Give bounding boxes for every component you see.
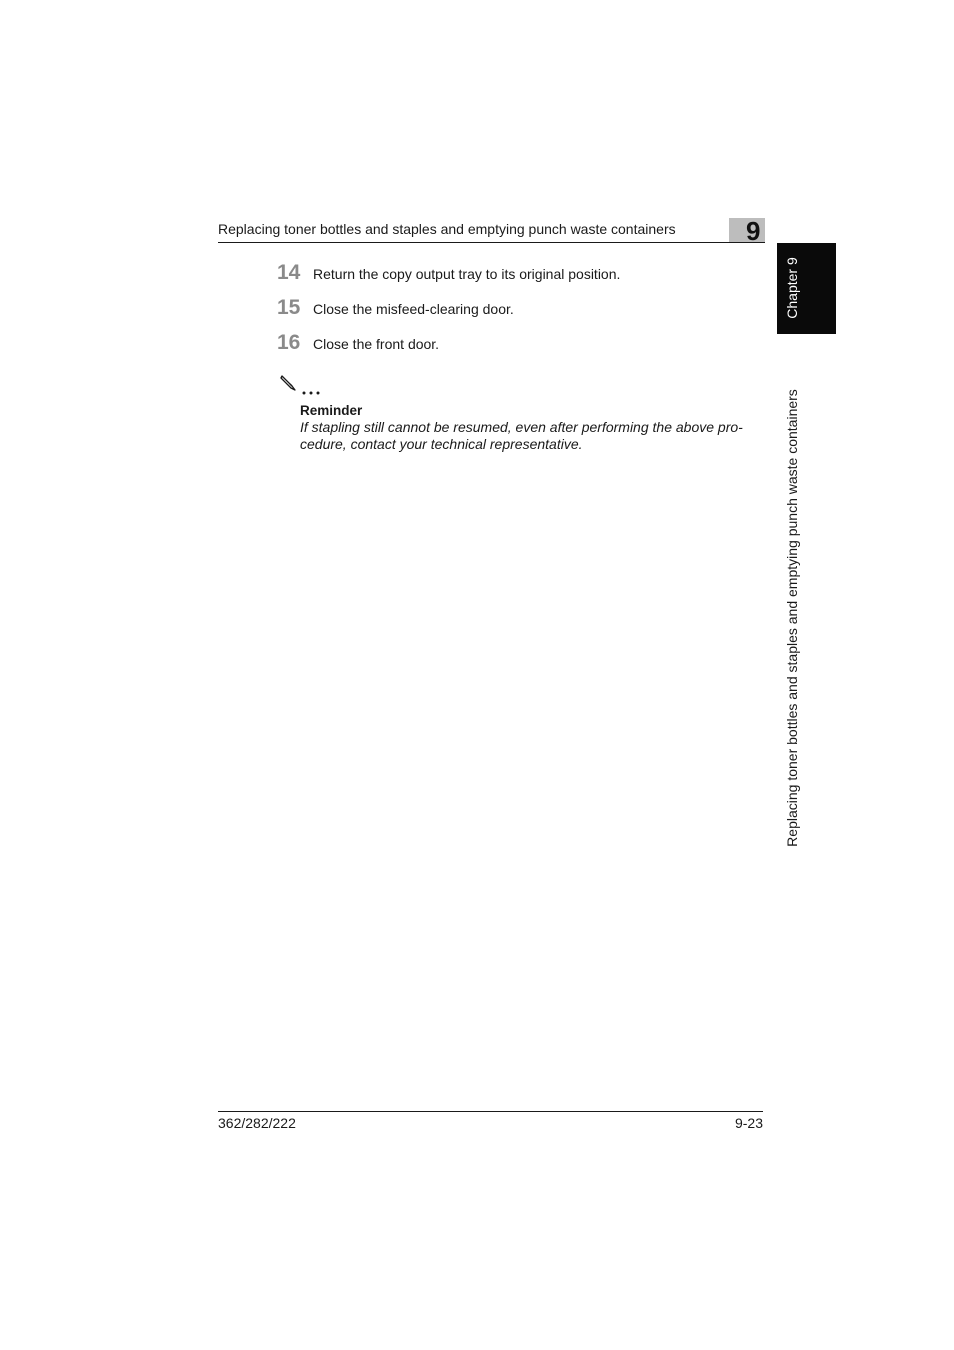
reminder-label: Reminder xyxy=(300,403,363,418)
reminder-line-2: cedure, contact your technical representative. xyxy=(300,436,583,452)
step-text: Return the copy output tray to its original position. xyxy=(313,266,621,282)
side-section-title: Replacing toner bottles and staples and emptying punch waste containers xyxy=(784,389,800,847)
footer-divider xyxy=(218,1111,763,1112)
reminder-line-1: If stapling still cannot be resumed, even after performing the above pro- xyxy=(300,419,743,435)
side-tab-chapter-label: Chapter 9 xyxy=(784,257,800,319)
step-number: 15 xyxy=(277,296,301,319)
step-text: Close the misfeed-clearing door. xyxy=(313,301,514,317)
reminder-text xyxy=(300,419,766,453)
chapter-number: 9 xyxy=(746,216,761,246)
pencil-note-icon xyxy=(279,372,325,396)
step-number: 16 xyxy=(277,331,301,354)
step-text: Close the front door. xyxy=(313,336,440,352)
header-divider xyxy=(218,242,765,243)
step-number: 14 xyxy=(277,261,301,284)
footer-page-number: 9-23 xyxy=(734,1115,763,1131)
footer-model-number: 362/282/222 xyxy=(218,1115,296,1131)
running-header-title: Replacing toner bottles and staples and emptying punch waste containers xyxy=(218,221,676,237)
